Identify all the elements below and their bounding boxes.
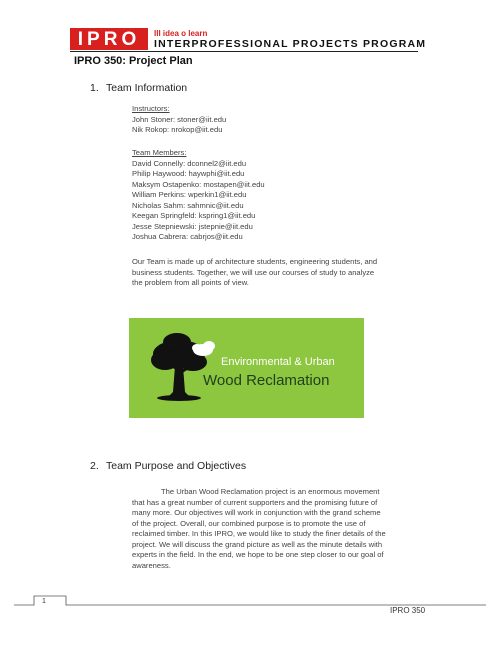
members-block: [132, 148, 265, 243]
instructor-item: Nik Rokop: nrokop@iit.edu: [132, 125, 223, 134]
section-title: Team Information: [106, 82, 188, 94]
member-item: Joshua Cabrera: cabrjos@iit.edu: [132, 232, 243, 241]
team-description: [132, 257, 377, 289]
instructors-label: Instructors:: [132, 104, 170, 113]
paragraph-line: many more. Our objectives will work in conjunction with the grand scheme: [132, 508, 381, 517]
section-title: Team Purpose and Objectives: [106, 460, 247, 472]
tree-icon: [145, 330, 225, 406]
member-item: Nicholas Sahm: sahmnic@iit.edu: [132, 200, 244, 210]
header-rule: [70, 51, 418, 52]
section-heading-purpose: [90, 460, 246, 472]
description-line: the problem from all points of view.: [132, 278, 249, 287]
purpose-paragraph: [132, 487, 386, 571]
paragraph-line: reclaimed timber. In this IPRO, we would like to study the finer details of the: [132, 529, 386, 538]
member-item: David Connelly: dconnel2@iit.edu: [132, 158, 247, 168]
section-heading-team-information: [90, 82, 187, 94]
program-name: INTERPROFESSIONAL PROJECTS PROGRAM: [154, 38, 427, 50]
instructor-item: John Stoner: stoner@iit.edu: [132, 114, 227, 124]
footer-label: IPRO 350: [390, 606, 426, 615]
ipro-logo: IPRO: [77, 29, 141, 50]
banner-line-1: Environmental & Urban: [221, 356, 335, 368]
section-number: 2.: [90, 460, 99, 472]
member-item: Maksym Ostapenko: mostapen@iit.edu: [132, 179, 265, 189]
members-label: Team Members:: [132, 148, 187, 157]
description-line: Our Team is made up of architecture students, engineering students, and: [132, 257, 378, 266]
paragraph-line: of the project. Overall, our combined purpose is to promote the use of: [132, 518, 366, 528]
document-title: IPRO 350: Project Plan: [74, 55, 193, 67]
paragraph-line: The Urban Wood Reclamation project is an enormous movement: [161, 487, 380, 496]
member-item: William Perkins: wperkin1@iit.edu: [132, 190, 247, 199]
paragraph-line: project. We will discuss the grand picture as well as the minute details with: [132, 539, 383, 549]
member-item: Philip Haywood: haywphi@iit.edu: [132, 169, 245, 178]
banner-line-2: Wood Reclamation: [203, 372, 330, 389]
paragraph-line: experts in the field. In the end, we hope to be one step closer to our goal of: [132, 550, 384, 559]
paragraph-line: awareness.: [132, 560, 171, 570]
section-number: 1.: [90, 82, 99, 94]
page-number: 1: [42, 598, 46, 605]
description-line: business students. Together, we will use our courses of study to analyze: [132, 267, 375, 277]
logo-tagline: Ill idea o learn: [154, 29, 208, 38]
instructors-block: [132, 104, 226, 136]
paragraph-line: that has a great number of current supporters and the promising future of: [132, 497, 378, 507]
member-item: Keegan Springfeld: kspring1@iit.edu: [132, 211, 256, 220]
member-item: Jesse Stepniewski: jstepnie@iit.edu: [132, 221, 253, 231]
